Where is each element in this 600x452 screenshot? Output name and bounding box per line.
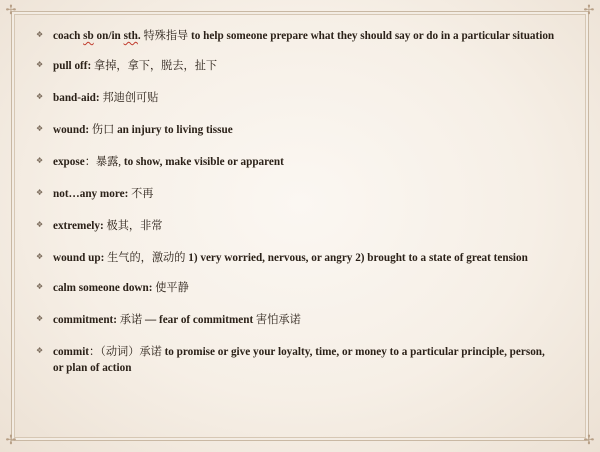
corner-ornament-icon: ✢ bbox=[5, 433, 17, 448]
term: wound: bbox=[53, 124, 90, 136]
diamond-bullet-icon: ❖ bbox=[36, 314, 44, 323]
chinese-gloss: 不再 bbox=[128, 188, 154, 200]
list-item bbox=[36, 58, 556, 74]
chinese-gloss: 承诺 bbox=[117, 314, 145, 326]
term: not…any more: bbox=[53, 188, 129, 200]
diamond-bullet-icon: ❖ bbox=[36, 346, 44, 355]
term: wound up: bbox=[53, 252, 105, 264]
chinese-gloss: 生气的，激动的 bbox=[104, 252, 189, 264]
list-item bbox=[36, 250, 556, 266]
list-item bbox=[36, 186, 556, 202]
chinese-gloss: 害怕承诺 bbox=[256, 314, 301, 326]
chinese-gloss: 邦迪创可贴 bbox=[99, 92, 159, 104]
chinese-gloss: 拿掉，拿下，脱去，扯下 bbox=[91, 60, 218, 72]
term: commit bbox=[53, 346, 90, 358]
definition: 1) very worried, nervous, or angry 2) brought to a state of great tension bbox=[188, 252, 528, 264]
definition: to promise or give your loyalty, time, or money to a particular principle, person, or plan of action bbox=[53, 346, 545, 374]
definition: — fear of commitment bbox=[144, 314, 256, 326]
list-item bbox=[36, 28, 556, 44]
term: extremely: bbox=[53, 220, 104, 232]
term: coach sb on/in sth. bbox=[53, 30, 141, 42]
definition: to help someone prepare what they should say or do in a particular situation bbox=[191, 30, 555, 42]
chinese-gloss: 极其，非常 bbox=[103, 220, 163, 232]
term: commitment: bbox=[53, 314, 117, 326]
diamond-bullet-icon: ❖ bbox=[36, 92, 44, 101]
corner-ornament-icon: ✢ bbox=[5, 3, 17, 18]
diamond-bullet-icon: ❖ bbox=[36, 220, 44, 229]
diamond-bullet-icon: ❖ bbox=[36, 282, 44, 291]
list-item bbox=[36, 312, 556, 328]
definition: an injury to living tissue bbox=[117, 124, 233, 136]
list-item bbox=[36, 280, 556, 296]
definition: to show, make visible or apparent bbox=[123, 156, 284, 168]
corner-ornament-icon: ✢ bbox=[583, 3, 595, 18]
term: expose bbox=[53, 156, 85, 168]
chinese-gloss: ：暴露, bbox=[84, 156, 124, 168]
diamond-bullet-icon: ❖ bbox=[36, 124, 44, 133]
chinese-gloss: 使平静 bbox=[152, 282, 189, 294]
diamond-bullet-icon: ❖ bbox=[36, 188, 44, 197]
chinese-gloss: 特殊指导 bbox=[140, 30, 192, 42]
list-item bbox=[36, 218, 556, 234]
chinese-gloss: ：（动词）承诺 bbox=[89, 346, 165, 358]
diamond-bullet-icon: ❖ bbox=[36, 30, 44, 39]
diamond-bullet-icon: ❖ bbox=[36, 252, 44, 261]
corner-ornament-icon: ✢ bbox=[583, 433, 595, 448]
term: pull off: bbox=[53, 60, 92, 72]
vocabulary-list bbox=[36, 28, 556, 376]
chinese-gloss: 伤口 bbox=[89, 124, 118, 136]
list-item bbox=[36, 154, 556, 170]
list-item bbox=[36, 122, 556, 138]
diamond-bullet-icon: ❖ bbox=[36, 60, 44, 69]
list-item bbox=[36, 90, 556, 106]
diamond-bullet-icon: ❖ bbox=[36, 156, 44, 165]
list-item bbox=[36, 344, 556, 376]
term: band-aid: bbox=[53, 92, 100, 104]
term: calm someone down: bbox=[53, 282, 153, 294]
